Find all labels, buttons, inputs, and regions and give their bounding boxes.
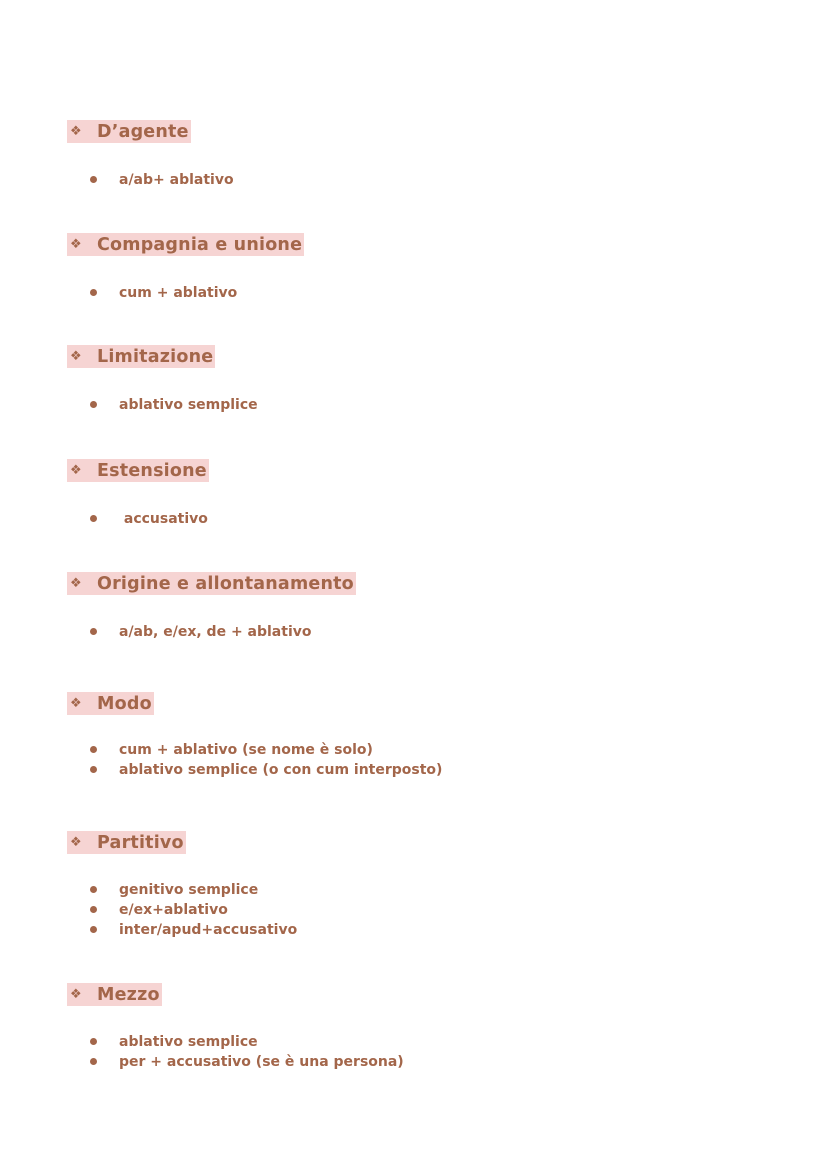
section-origine-e-allontanamento <box>67 572 356 640</box>
section-estensione <box>67 459 209 527</box>
section-heading <box>67 831 186 854</box>
diamond-bullet-icon: ❖ <box>70 987 82 1002</box>
list-item <box>90 880 297 900</box>
bullet-dot-icon <box>90 289 97 296</box>
list-item <box>90 622 312 642</box>
bullet-dot-icon <box>90 1038 97 1045</box>
list-item <box>90 920 297 940</box>
diamond-bullet-icon: ❖ <box>70 835 82 850</box>
diamond-bullet-icon: ❖ <box>70 237 82 252</box>
bullet-dot-icon <box>90 746 97 753</box>
section-heading <box>67 459 209 482</box>
list-item <box>90 900 297 920</box>
section-heading <box>67 983 162 1006</box>
section-title: Modo <box>97 693 152 714</box>
list-item <box>90 740 442 760</box>
bullet-list <box>90 509 208 529</box>
diamond-bullet-icon: ❖ <box>70 349 82 364</box>
section-partitivo <box>67 831 298 938</box>
section-title: Partitivo <box>97 832 184 853</box>
diamond-bullet-icon: ❖ <box>70 576 82 591</box>
diamond-bullet-icon: ❖ <box>70 463 82 478</box>
bullet-dot-icon <box>90 886 97 893</box>
section-heading <box>67 120 191 143</box>
section-heading <box>67 572 356 595</box>
list-item <box>90 1052 404 1072</box>
list-item <box>90 170 234 190</box>
section-heading <box>67 692 154 715</box>
bullet-dot-icon <box>90 401 97 408</box>
section-modo <box>67 692 443 778</box>
section-title: D’agente <box>97 121 189 142</box>
bullet-dot-icon <box>90 176 97 183</box>
bullet-dot-icon <box>90 515 97 522</box>
bullet-list <box>90 740 442 780</box>
list-item-text: ablativo semplice <box>119 1034 258 1050</box>
bullet-list <box>90 1032 404 1072</box>
list-item-text: a/ab+ ablativo <box>119 172 234 188</box>
section-limitazione <box>67 345 258 413</box>
bullet-dot-icon <box>90 926 97 933</box>
section-title: Compagnia e unione <box>97 234 303 255</box>
diamond-bullet-icon: ❖ <box>70 124 82 139</box>
list-item <box>90 509 208 529</box>
list-item <box>90 395 258 415</box>
bullet-list <box>90 170 234 190</box>
bullet-dot-icon <box>90 1058 97 1065</box>
bullet-list <box>90 622 312 642</box>
list-item-text: accusativo <box>119 511 208 527</box>
diamond-bullet-icon: ❖ <box>70 696 82 711</box>
bullet-dot-icon <box>90 906 97 913</box>
bullet-list <box>90 283 237 303</box>
list-item-text: genitivo semplice <box>119 882 259 898</box>
list-item <box>90 1032 404 1052</box>
list-item-text: cum + ablativo (se nome è solo) <box>119 742 373 758</box>
bullet-dot-icon <box>90 766 97 773</box>
section-heading <box>67 345 215 368</box>
section-dagente <box>67 120 234 188</box>
section-compagnia-e-unione <box>67 233 304 301</box>
list-item <box>90 283 237 303</box>
section-title: Mezzo <box>97 984 160 1005</box>
section-title: Estensione <box>97 460 207 481</box>
list-item-text: e/ex+ablativo <box>119 902 228 918</box>
list-item-text: a/ab, e/ex, de + ablativo <box>119 624 312 640</box>
bullet-dot-icon <box>90 628 97 635</box>
bullet-list <box>90 880 297 940</box>
section-heading <box>67 233 304 256</box>
list-item <box>90 760 442 780</box>
section-mezzo <box>67 983 404 1070</box>
list-item-text: cum + ablativo <box>119 285 238 301</box>
section-title: Limitazione <box>97 346 214 367</box>
section-title: Origine e allontanamento <box>97 573 354 594</box>
list-item-text: ablativo semplice (o con cum interposto) <box>119 762 443 778</box>
list-item-text: per + accusativo (se è una persona) <box>119 1054 404 1070</box>
list-item-text: ablativo semplice <box>119 397 258 413</box>
bullet-list <box>90 395 258 415</box>
list-item-text: inter/apud+accusativo <box>119 922 298 938</box>
